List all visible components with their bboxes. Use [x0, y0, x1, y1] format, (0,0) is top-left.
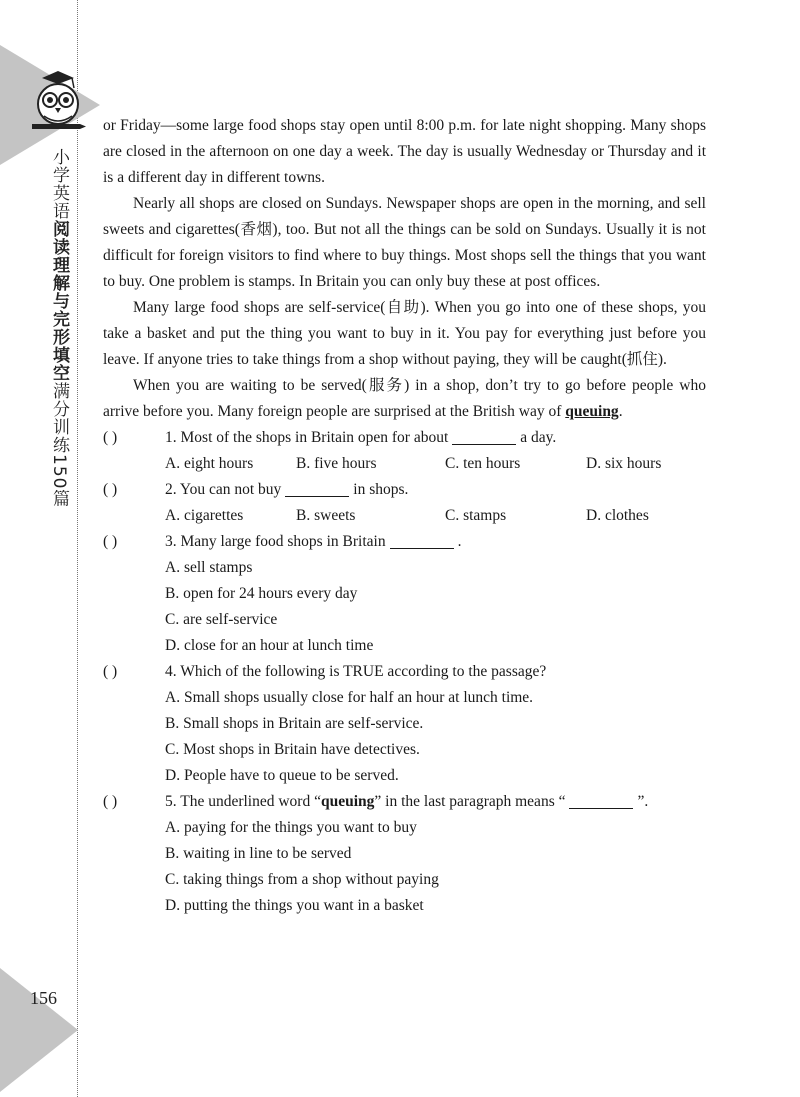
option: C. are self-service	[165, 611, 278, 628]
question-text: 2. You can not buy in shops.	[165, 481, 409, 498]
underlined-word: queuing	[565, 403, 619, 420]
page-number: 156	[30, 988, 57, 1008]
question-1-options	[103, 451, 706, 477]
book-title-part-d: 篇	[49, 489, 69, 508]
question-1	[103, 425, 706, 451]
book-title-number: 150	[49, 454, 69, 490]
question-5	[103, 789, 706, 815]
question-2-options	[103, 503, 706, 529]
passage-end: .	[618, 403, 623, 420]
passage-paragraph: Many large food shops are self-service(自助). When you go into one of these shops, you take a basket and put the thing you want to buy in it. You pay for everything just before you leave. If anyone tries to take things from a shop without paying, they will be caught(抓住).	[103, 299, 706, 368]
answer-blank	[452, 428, 516, 445]
option: B. waiting in line to be served	[165, 845, 352, 862]
question-4	[103, 659, 706, 685]
answer-paren: ( )	[103, 793, 118, 810]
option: A. Small shops usually close for half an hour at lunch time.	[165, 689, 534, 706]
option: D. six hours	[586, 455, 662, 472]
passage-paragraph-last	[103, 373, 706, 425]
owl-mascot-icon	[28, 68, 88, 134]
answer-paren: ( )	[103, 481, 118, 498]
option: B. five hours	[296, 455, 377, 472]
book-title-vertical	[47, 148, 71, 507]
option: D. putting the things you want in a basket	[165, 897, 424, 914]
page-number-tab	[0, 968, 78, 1092]
passage-text: When you are waiting to be served(服务) in a shop, don’t try to go before people who arrive before you. Many foreign people are surprised at the British way of	[103, 377, 706, 420]
answer-blank	[390, 532, 454, 549]
answer-paren: ( )	[103, 429, 118, 446]
question-3	[103, 529, 706, 555]
question-text: 5. The underlined word “queuing” in the last paragraph means “ ”.	[165, 793, 649, 810]
question-text: 1. Most of the shops in Britain open for about a day.	[165, 429, 557, 446]
option: C. stamps	[445, 507, 507, 524]
option: C. Most shops in Britain have detectives.	[165, 741, 420, 758]
question-text: 4. Which of the following is TRUE according to the passage?	[165, 663, 547, 680]
question-text: 3. Many large food shops in Britain .	[165, 533, 462, 550]
passage-paragraph: Nearly all shops are closed on Sundays. Newspaper shops are open in the morning, and sell sweets and cigarettes(香烟), too. But not all the things can be sold on Sundays. Usually it is not difficult for foreign visitors to find where to buy things. Most shops sell the things that you want to buy. One problem is stamps. In Britain you can only buy these at post offices.	[103, 195, 706, 290]
option: A. sell stamps	[165, 559, 253, 576]
book-title-part-b: 阅读理解与完形填空	[49, 220, 69, 382]
option: B. Small shops in Britain are self-service.	[165, 715, 424, 732]
question-2	[103, 477, 706, 503]
option: A. paying for the things you want to buy	[165, 819, 417, 836]
option: D. close for an hour at lunch time	[165, 637, 374, 654]
option: B. sweets	[296, 507, 356, 524]
book-title-part-a: 小学英语	[49, 148, 69, 220]
option: D. People have to queue to be served.	[165, 767, 399, 784]
option: A. eight hours	[165, 455, 254, 472]
option: B. open for 24 hours every day	[165, 585, 358, 602]
bold-word: queuing	[320, 793, 375, 810]
option: A. cigarettes	[165, 507, 244, 524]
answer-blank	[285, 480, 349, 497]
passage-paragraph: or Friday—some large food shops stay open until 8:00 p.m. for late night shopping. Many shops are closed in the afternoon on one day a week. The day is usually Wednesday or Thursday and it is a different day in different towns.	[103, 117, 706, 186]
answer-paren: ( )	[103, 663, 118, 680]
book-title-part-c: 满分训练	[49, 382, 69, 454]
option: C. ten hours	[445, 455, 521, 472]
option: C. taking things from a shop without paying	[165, 871, 439, 888]
page-content	[103, 113, 706, 919]
answer-blank	[569, 792, 633, 809]
answer-paren: ( )	[103, 533, 118, 550]
option: D. clothes	[586, 507, 649, 524]
